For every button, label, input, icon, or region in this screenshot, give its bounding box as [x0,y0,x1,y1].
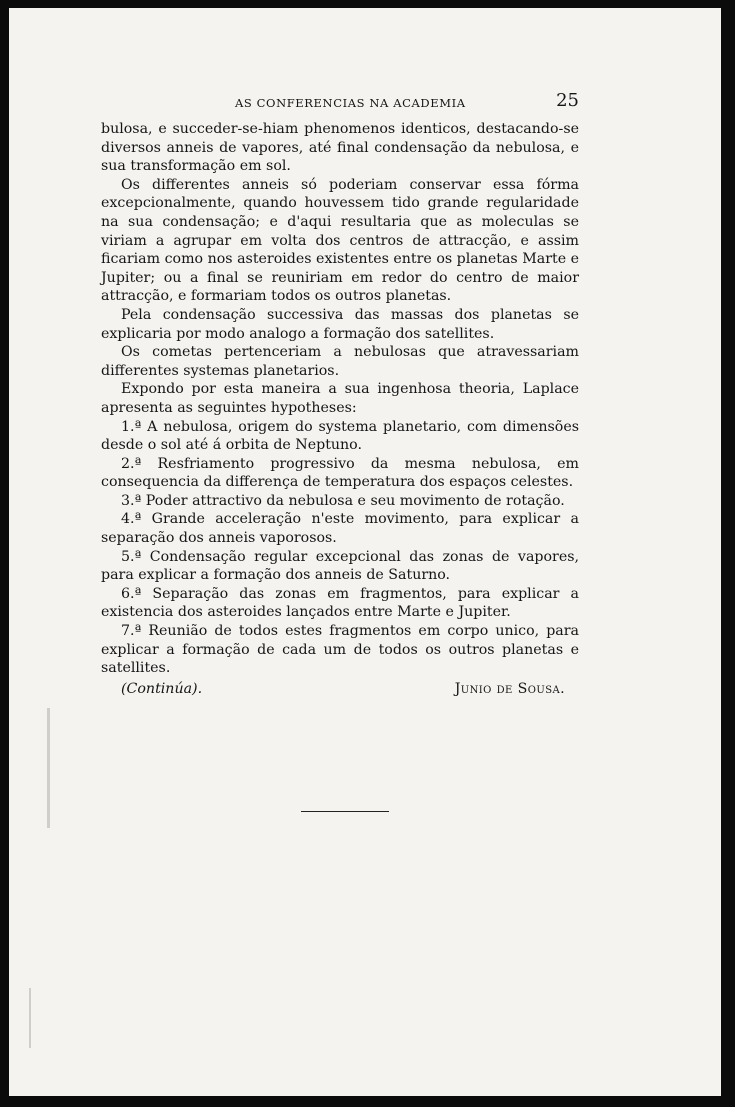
page-number: 25 [556,90,579,111]
hypothesis-item: 4.ª Grande acceleração n'este movimento, para explicar a separação dos anneis vaporosos. [101,511,579,547]
paragraph: Os differentes anneis só poderiam conservar essa fórma excepcionalmente, quando houvessem tido grande regularidade na sua condensação; e d'aqui resultaria que as moleculas se viriam a agrupar em volta dos centros de attracção, e assim ficariam como nos asteroides existentes entre os planetas Marte e Jupiter; ou a final se reuniriam em redor do centro de maior attracção, e formariam todos os outros planetas. [101,176,579,305]
hypothesis-item: 1.ª A nebulosa, origem do systema planetario, com dimensões desde o sol até á orbita de Neptuno. [101,418,579,454]
body-text [101,120,579,678]
page-edge-stain [29,988,31,1048]
paragraph: bulosa, e succeder-se-hiam phenomenos identicos, destacando-se diversos anneis de vapores, até final condensação da nebulosa, e sua transformação em sol. [101,121,579,175]
book-page [9,8,721,1096]
hypothesis-item: 6.ª Separação das zonas em fragmentos, para explicar a existencia dos asteroides lançados entre Marte e Jupiter. [101,585,579,621]
author-signature: Junio de Sousa. [454,680,565,697]
paragraph: Expondo por esta maneira a sua ingenhosa theoria, Laplace apresenta as seguintes hypotheses: [101,381,579,416]
hypothesis-item: 7.ª Reunião de todos estes fragmentos em corpo unico, para explicar a formação de cada um de todos os outros planetas e satellites. [101,623,579,677]
running-title: AS CONFERENCIAS NA ACADEMIA [235,96,466,110]
end-rule [301,811,389,812]
page-edge-stain [47,708,50,828]
hypothesis-item: 2.ª Resfriamento progressivo da mesma nebulosa, em consequencia da differença de temperatura dos espaços celestes. [101,455,579,491]
hypothesis-item: 5.ª Condensação regular excepcional das zonas de vapores, para explicar a formação dos anneis de Saturno. [101,548,579,584]
running-head [101,88,579,114]
signature-row [101,680,579,699]
continued-note: (Continúa). [121,680,203,697]
page-content [101,88,579,698]
paragraph: Os cometas pertenceriam a nebulosas que atravessariam differentes systemas planetarios. [101,344,579,379]
paragraph: Pela condensação successiva das massas dos planetas se explicaria por modo analogo a formação dos satellites. [101,306,579,342]
hypothesis-item: 3.ª Poder attractivo da nebulosa e seu movimento de rotação. [121,492,565,509]
